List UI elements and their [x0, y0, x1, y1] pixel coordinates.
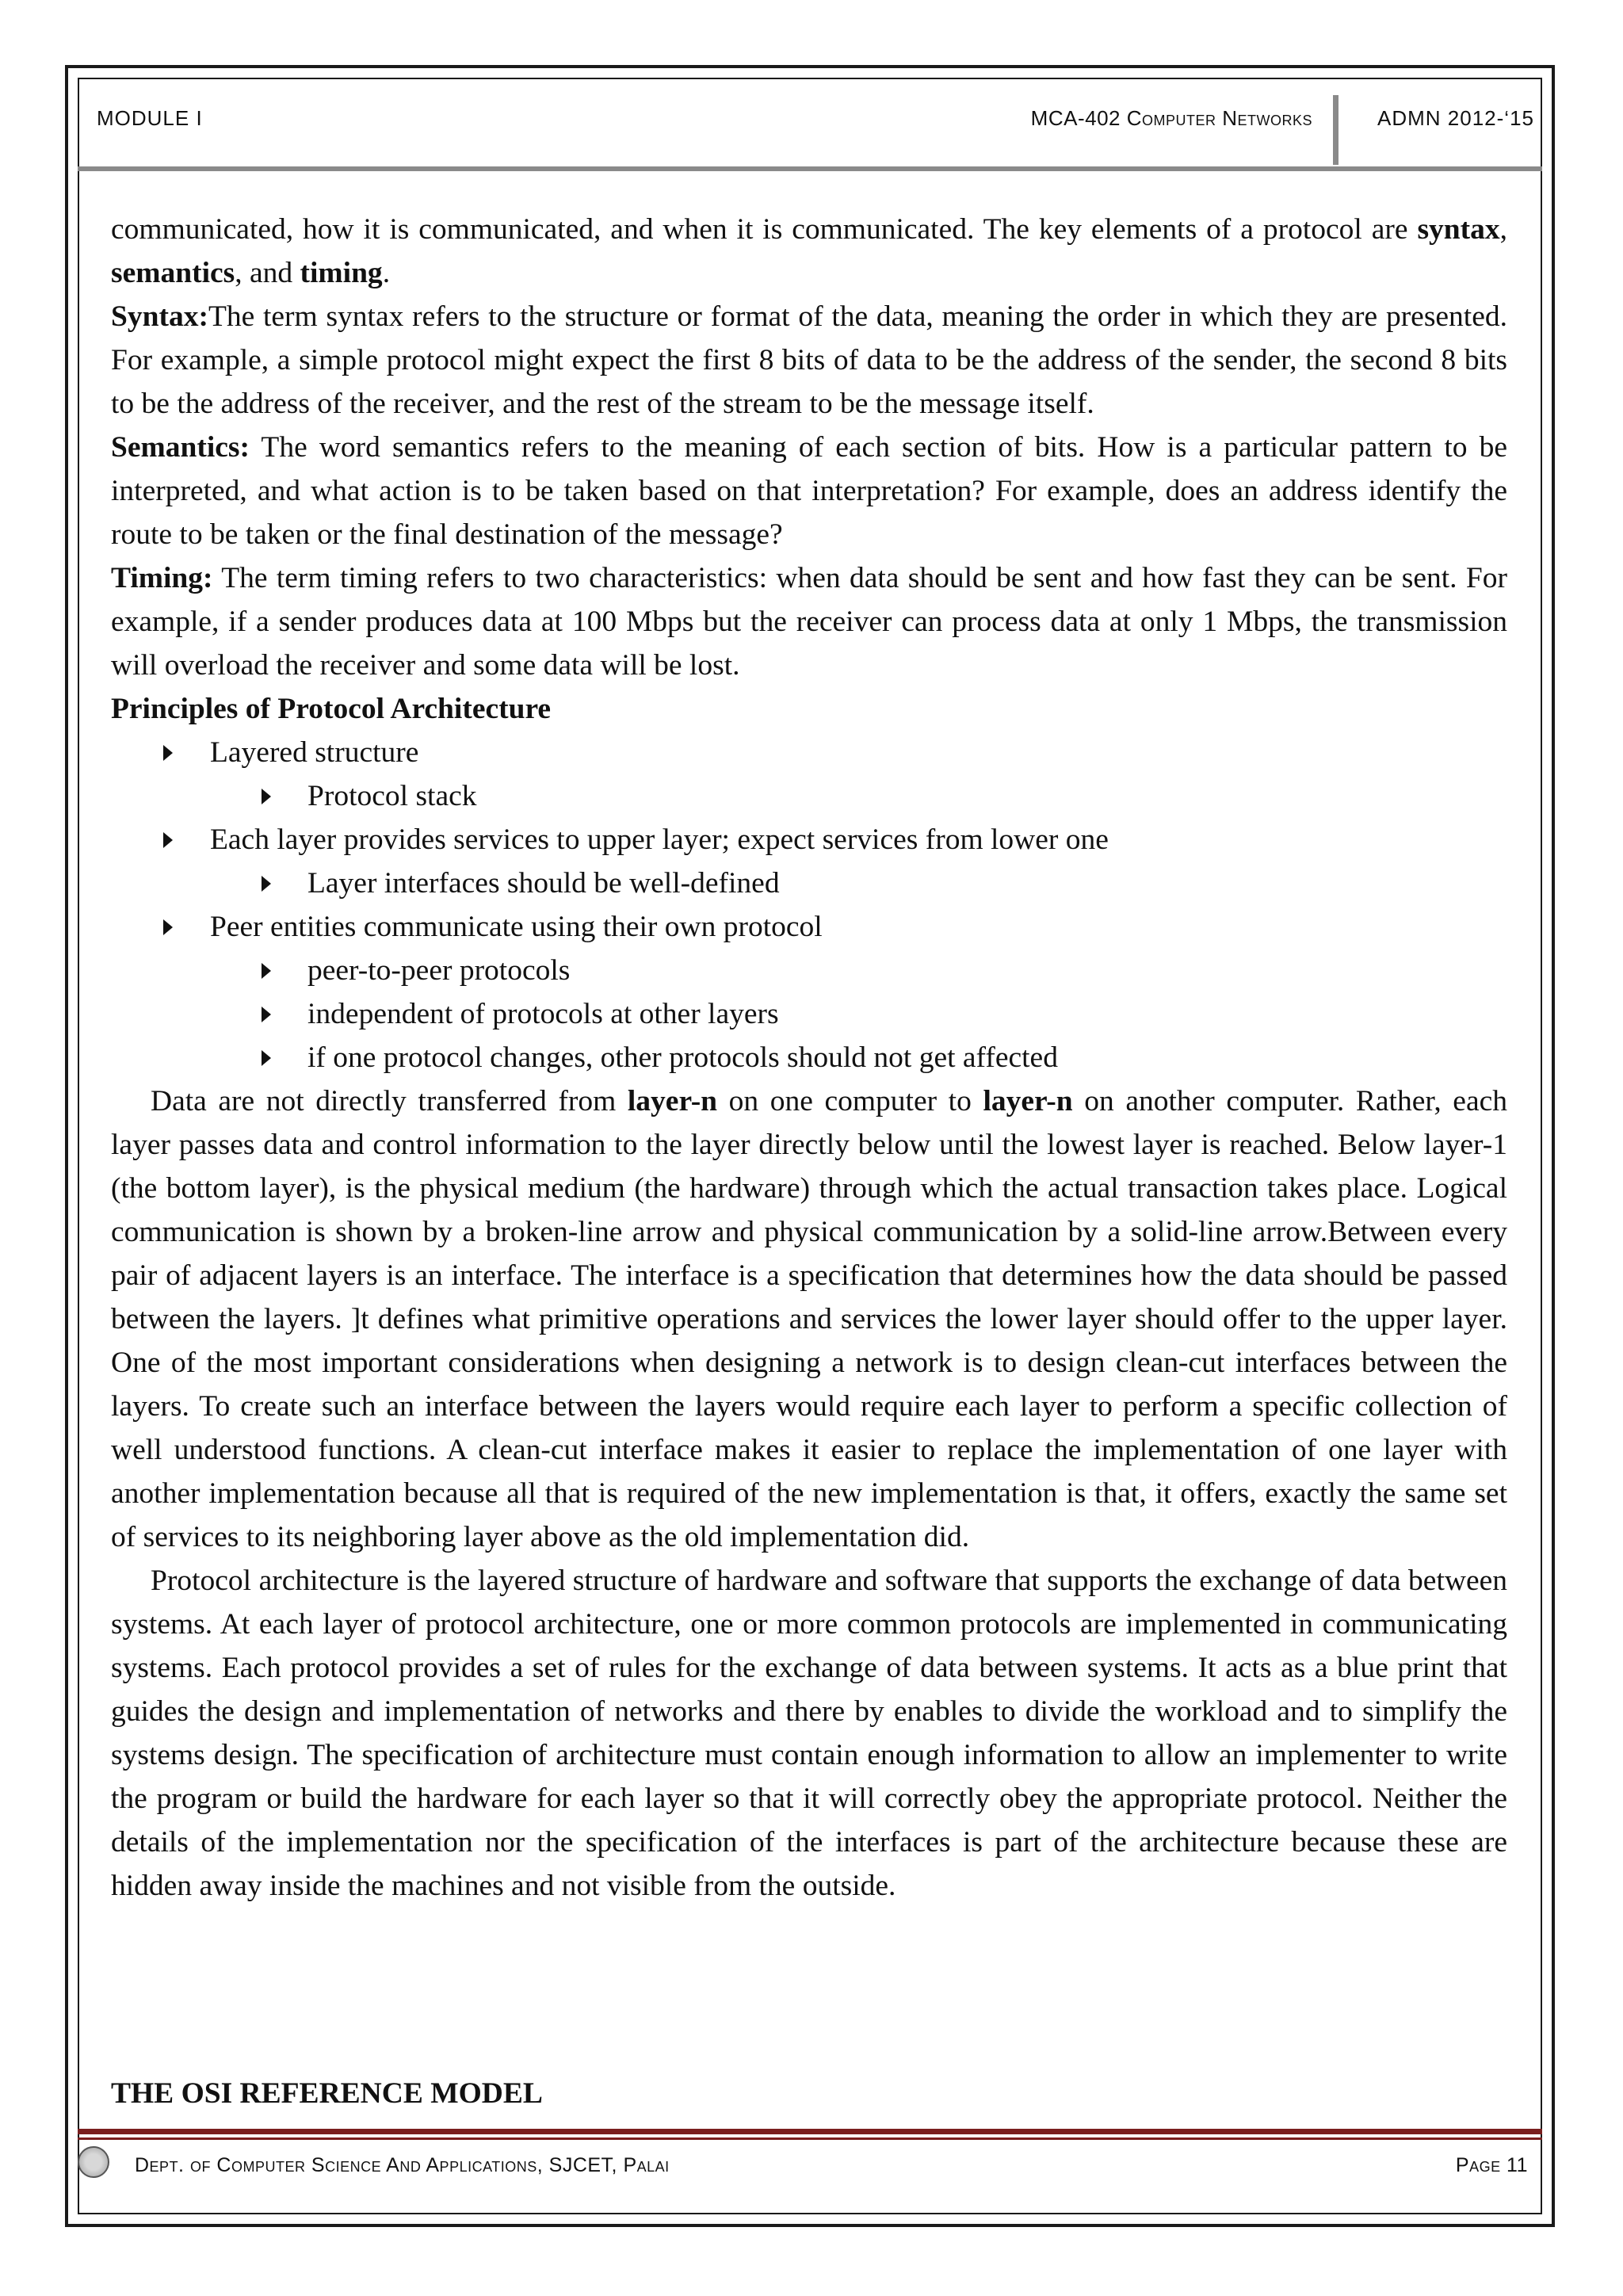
list-item: Each layer provides services to upper layer; expect services from lower one [111, 818, 1507, 861]
keyword-semantics: semantics [111, 257, 235, 289]
timing-label: Timing: [111, 562, 213, 594]
list-item: peer-to-peer protocols [111, 949, 1507, 992]
sep-2: , and [235, 257, 300, 289]
header-rule [78, 166, 1542, 171]
bullet-triangle-icon [163, 745, 173, 761]
module-label: MODULE I [97, 106, 203, 130]
department-label: Dept. of Computer Science And Applications, SJCET, Palai [135, 2154, 670, 2176]
osi-heading: THE OSI REFERENCE MODEL [111, 2077, 543, 2110]
syntax-label: Syntax: [111, 300, 208, 333]
list-item: Layer interfaces should be well-defined [111, 861, 1507, 905]
syntax-paragraph [111, 295, 1507, 426]
bullet-triangle-icon [163, 919, 173, 935]
course-title: MCA-402 Computer Networks [1030, 106, 1312, 130]
keyword-timing: timing [300, 257, 383, 289]
keyword-layer-n: layer-n [627, 1085, 718, 1117]
footer-rule-thin [78, 2137, 1542, 2140]
timing-text: The term timing refers to two characteristics: when data should be sent and how fast they can be sent. For example, if a sender produces data at 100 Mbps but the receiver can process data at only 1 Mbps, the transmission will overload the receiver and some data will be lost. [111, 562, 1507, 682]
timing-paragraph [111, 556, 1507, 687]
bullet-triangle-icon [163, 832, 173, 848]
list-item: Peer entities communicate using their own protocol [111, 905, 1507, 949]
keyword-syntax: syntax [1417, 213, 1500, 246]
sep-1: , [1499, 213, 1508, 246]
architecture-paragraph: Protocol architecture is the layered structure of hardware and software that supports the exchange of data between systems. At each layer of protocol architecture, one or more common protocols are implemented in communicating systems. Each protocol provides a set of rules for the exchange of data between systems. It acts as a blue print that guides the design and implementation of networks and there by enables to divide the workload and to simplify the systems design. The specification of architecture must contain enough information to allow an implementer to write the program or build the hardware for each layer so that it will correctly obey the appropriate protocol. Neither the details of the implementation nor the specification of the interfaces is part of the architecture because these are hidden away inside the machines and not visible from the outside. [111, 1564, 1507, 1902]
list-item: independent of protocols at other layers [111, 992, 1507, 1036]
principles-heading: Principles of Protocol Architecture [111, 693, 552, 725]
page-content [111, 208, 1507, 1908]
intro-are: are [1371, 213, 1418, 246]
footer-rule [78, 2129, 1542, 2134]
page-header [78, 78, 1542, 168]
semantics-text: The word semantics refers to the meaning of each section of bits. How is a particular pattern to be interpreted, and what action is to be taken based on that interpretation? For example, does an address identify the route to be taken or the final destination of the message? [111, 431, 1507, 551]
list-item: if one protocol changes, other protocols should not get affected [111, 1036, 1507, 1079]
college-seal-icon [78, 2146, 109, 2178]
principles-list [111, 731, 1507, 1079]
layer-paragraph: Data are not directly transferred from layer-n on one computer to layer-n on another computer. Rather, each layer passes data and control information to the layer directly below until the lowest layer is reached. Below layer-1 (the bottom layer), is the physical medium (the hardware) through which the actual transaction takes place. Logical communication is shown by a broken-line arrow and physical communication by a solid-line arrow.Between every pair of adjacent layers is an interface. The interface is a specification that determines how the data should be passed between the layers. ]t defines what primitive operations and services the lower layer should offer to the upper layer. One of the most important considerations when designing a network is to design clean-cut interfaces between the layers. To create such an interface between the layers would require each layer to perform a specific collection of well understood functions. A clean-cut interface makes it easier to replace the implementation of one layer with another implementation because all that is required of the new implementation is that, it offers, exactly the same set of services to its neighboring layer above as the old implementation did. [111, 1085, 1507, 1553]
bullet-triangle-icon [262, 1007, 271, 1022]
semantics-label: Semantics: [111, 431, 250, 464]
page-number: Page 11 [1455, 2154, 1528, 2176]
bullet-triangle-icon [262, 789, 271, 804]
bullet-triangle-icon [262, 1050, 271, 1066]
bullet-triangle-icon [262, 876, 271, 892]
intro-paragraph [111, 208, 1507, 295]
syntax-text: The term syntax refers to the structure or format of the data, meaning the order in which they are presented. For example, a simple protocol might expect the first 8 bits of data to be the address of the sender, the second 8 bits to be the address of the receiver, and the rest of the stream to be the message itself. [111, 300, 1507, 420]
intro-line: communicated, how it is communicated, and when it is communicated. The key elements of a protocol [111, 213, 1362, 246]
semantics-paragraph [111, 426, 1507, 556]
list-item: Protocol stack [111, 774, 1507, 818]
header-separator [1333, 95, 1338, 165]
list-item: Layered structure [111, 731, 1507, 774]
bullet-triangle-icon [262, 963, 271, 979]
period: . [382, 257, 391, 289]
admission-label: ADMN 2012-‘15 [1377, 106, 1534, 130]
keyword-layer-n: layer-n [983, 1085, 1073, 1117]
